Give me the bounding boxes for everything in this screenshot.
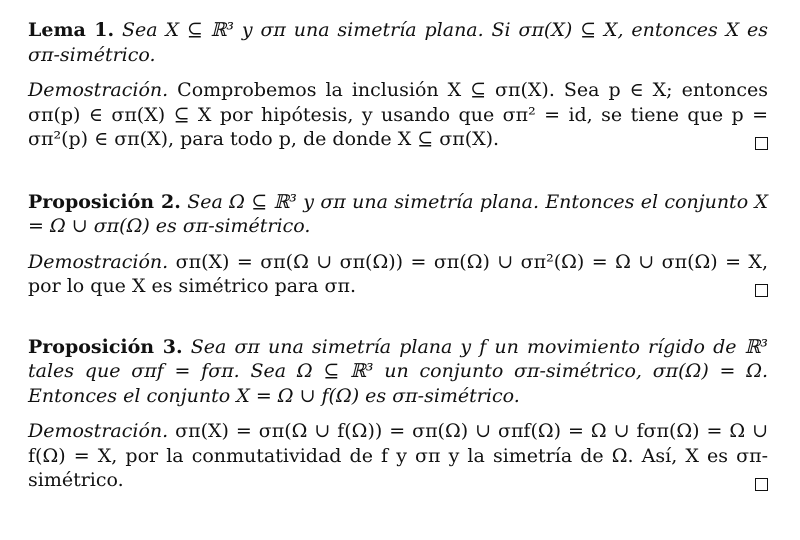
qed-square-icon xyxy=(755,284,768,297)
lemma-1-proof-label: Demostración. xyxy=(28,79,169,101)
lemma-1-heading: Lema 1. xyxy=(28,19,115,41)
proposition-3-text: Sea σπ una simetría plana y f un movimiento rígido de ℝ³ tales que σπf = fσπ. Sea Ω ⊆ ℝ³ un conjunto σπ-simétrico, σπ(Ω) = Ω. Entonces el conjunto X = Ω ∪ f(Ω) es σπ-simétrico. xyxy=(28,335,769,407)
proposition-3-heading: Proposición 3. xyxy=(28,335,183,358)
lemma-1-proof xyxy=(28,78,768,152)
proposition-2-heading: Proposición 2. xyxy=(28,190,181,213)
proposition-2-text: Sea Ω ⊆ ℝ³ y σπ una simetría plana. Entonces el conjunto X = Ω ∪ σπ(Ω) es σπ-simétrico. xyxy=(28,190,768,237)
proposition-2-proof xyxy=(28,250,768,299)
proposition-2-proof-text: σπ(X) = σπ(Ω ∪ σπ(Ω)) = σπ(Ω) ∪ σπ²(Ω) = Ω ∪ σπ(Ω) = X, por lo que X es simétrico para σπ. xyxy=(28,250,768,297)
qed-square-icon xyxy=(755,478,768,491)
proposition-2-block xyxy=(28,190,768,299)
proposition-2-proof-label: Demostración. xyxy=(28,250,169,273)
lemma-1-statement xyxy=(28,18,768,67)
proposition-3-proof-text: σπ(X) = σπ(Ω ∪ f(Ω)) = σπ(Ω) ∪ σπf(Ω) = Ω ∪ fσπ(Ω) = Ω ∪ f(Ω) = X, por la conmutatividad de f y σπ y la simetría de Ω. Así, X es σπ-simétrico. xyxy=(28,420,768,491)
proposition-3-block xyxy=(28,335,768,493)
proposition-3-proof xyxy=(28,419,768,493)
proposition-3-statement xyxy=(28,335,768,409)
proposition-2-statement xyxy=(28,190,768,239)
lemma-1-proof-text: Comprobemos la inclusión X ⊆ σπ(X). Sea p ∈ X; entonces σπ(p) ∈ σπ(X) ⊆ X por hipótesis, y usando que σπ² = id, se tiene que p = σπ²(p) ∈ σπ(X), para todo p, de donde X ⊆ σπ(X). xyxy=(28,79,769,150)
lemma-1-text: Sea X ⊆ ℝ³ y σπ una simetría plana. Si σπ(X) ⊆ X, entonces X es σπ-simétrico. xyxy=(28,19,768,66)
lemma-1-block xyxy=(28,18,768,152)
qed-square-icon xyxy=(755,137,768,150)
proposition-3-proof-label: Demostración. xyxy=(28,420,169,442)
